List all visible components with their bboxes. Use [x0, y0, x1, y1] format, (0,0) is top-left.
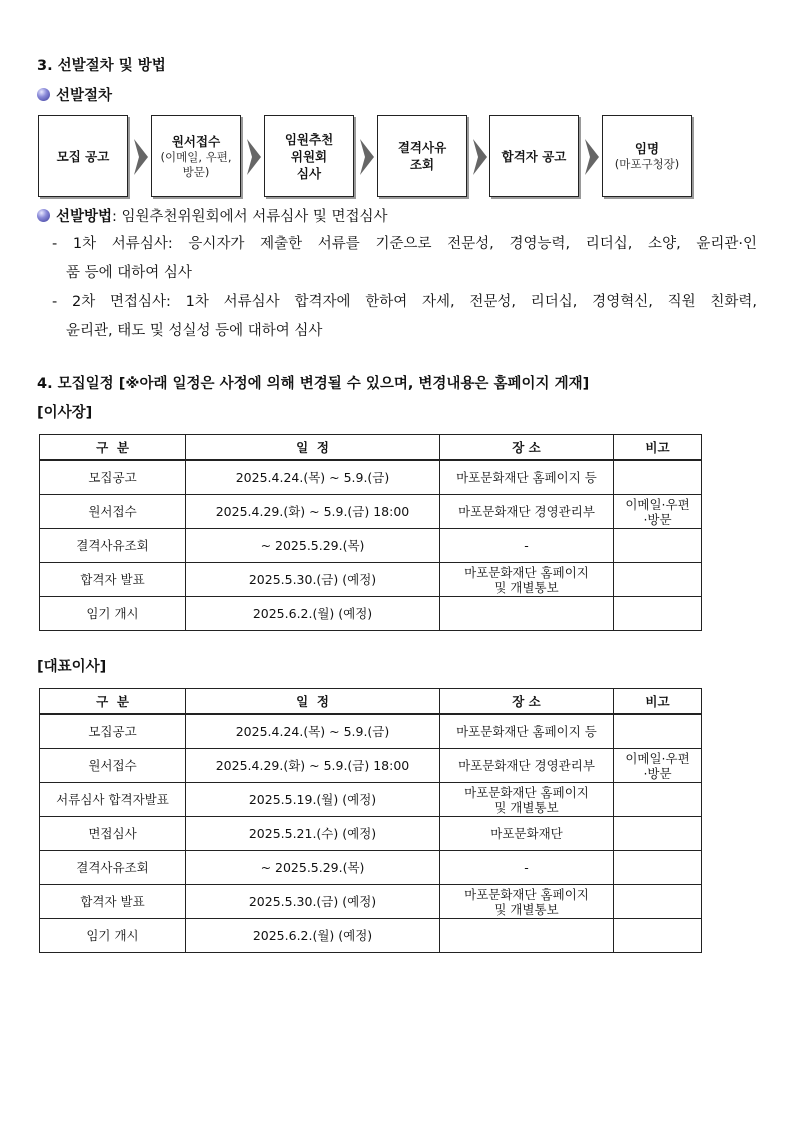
- header-note: 비고: [614, 435, 702, 461]
- table-header-row: [40, 435, 702, 461]
- procedure-flow: [38, 115, 698, 197]
- cell-schedule: 2025.4.24.(목) ~ 5.9.(금): [186, 460, 440, 495]
- cell-category: 합격자 발표: [40, 563, 186, 597]
- table-row: [40, 529, 702, 563]
- table-row: [40, 714, 702, 749]
- table-row: [40, 885, 702, 919]
- cell-schedule: 2025.5.30.(금) (예정): [186, 885, 440, 919]
- cell-category: 서류심사 합격자발표: [40, 783, 186, 817]
- cell-place: 마포문화재단: [440, 817, 614, 851]
- cell-note: [614, 563, 702, 597]
- flow-step-main: 임원추천 위원회 심사: [284, 131, 334, 181]
- method-label: 선발방법: [56, 209, 113, 225]
- cell-place: 마포문화재단 홈페이지 등: [440, 460, 614, 495]
- cell-schedule: 2025.5.21.(수) (예정): [186, 817, 440, 851]
- table-2-label: [대표이사]: [37, 659, 107, 675]
- cell-category: 합격자 발표: [40, 885, 186, 919]
- cell-place: 마포문화재단 홈페이지 및 개별통보: [440, 563, 614, 597]
- cell-note: [614, 851, 702, 885]
- cell-note: [614, 529, 702, 563]
- cell-note: [614, 783, 702, 817]
- method-item-line: 윤리관, 태도 및 성실성 등에 대하여 심사: [66, 323, 323, 339]
- header-category: 구 분: [40, 689, 186, 715]
- header-schedule: 일 정: [186, 689, 440, 715]
- procedure-heading: 선발절차: [56, 88, 113, 104]
- cell-place: [440, 919, 614, 953]
- bullet-ball-icon: [37, 209, 50, 222]
- cell-schedule: 2025.5.30.(금) (예정): [186, 563, 440, 597]
- cell-note: [614, 714, 702, 749]
- flow-step-6: [602, 115, 692, 197]
- cell-place: 마포문화재단 홈페이지 및 개별통보: [440, 885, 614, 919]
- cell-category: 결격사유조회: [40, 529, 186, 563]
- cell-note: [614, 597, 702, 631]
- flow-step-main: 모집 공고: [56, 148, 110, 164]
- flow-step-4: [377, 115, 467, 197]
- header-category: 구 분: [40, 435, 186, 461]
- cell-schedule: 2025.6.2.(월) (예정): [186, 597, 440, 631]
- cell-category: 임기 개시: [40, 597, 186, 631]
- table-row: [40, 919, 702, 953]
- method-item-1: [52, 230, 757, 288]
- cell-category: 원서접수: [40, 495, 186, 529]
- arrow-right-icon: [473, 139, 487, 175]
- cell-place: 마포문화재단 홈페이지 및 개별통보: [440, 783, 614, 817]
- flow-step-main: 합격자 공고: [501, 148, 567, 164]
- table-row: [40, 495, 702, 529]
- cell-place: [440, 597, 614, 631]
- cell-place: 마포문화재단 경영관리부: [440, 495, 614, 529]
- flow-step-1: [38, 115, 128, 197]
- header-place: 장 소: [440, 435, 614, 461]
- flow-step-sub: (이메일, 우편, 방문): [160, 149, 232, 179]
- cell-schedule: ~ 2025.5.29.(목): [186, 529, 440, 563]
- method-item-line: - 2차 면접심사: 1차 서류심사 합격자에 한하여 자세, 전문성, 리더십, 경영혁신, 직원 친화력,: [52, 294, 757, 310]
- cell-place: -: [440, 851, 614, 885]
- method-item-2: [52, 288, 757, 346]
- cell-category: 모집공고: [40, 714, 186, 749]
- arrow-right-icon: [360, 139, 374, 175]
- section-3-title: 3. 선발절차 및 방법: [37, 58, 166, 74]
- table-row: [40, 817, 702, 851]
- cell-category: 원서접수: [40, 749, 186, 783]
- cell-category: 면접심사: [40, 817, 186, 851]
- arrow-right-icon: [585, 139, 599, 175]
- schedule-table-ceo: [39, 688, 702, 953]
- cell-note: 이메일·우편 ·방문: [614, 749, 702, 783]
- flow-step-2: [151, 115, 241, 197]
- table-row: [40, 460, 702, 495]
- flow-step-main: 원서접수: [171, 133, 221, 149]
- table-1-label: [이사장]: [37, 405, 93, 421]
- cell-place: 마포문화재단 경영관리부: [440, 749, 614, 783]
- cell-schedule: 2025.4.24.(목) ~ 5.9.(금): [186, 714, 440, 749]
- schedule-table-chairman: [39, 434, 702, 631]
- header-place: 장 소: [440, 689, 614, 715]
- table-header-row: [40, 689, 702, 715]
- flow-step-main: 임명: [634, 141, 660, 156]
- cell-note: [614, 919, 702, 953]
- cell-note: [614, 885, 702, 919]
- arrow-right-icon: [134, 139, 148, 175]
- method-text: : 임원추천위원회에서 서류심사 및 면접심사: [112, 209, 388, 225]
- section-4-title: 4. 모집일정 [※아래 일정은 사정에 의해 변경될 수 있으며, 변경내용은 홈페이지 게재]: [37, 376, 590, 392]
- method-item-line: 품 등에 대하여 심사: [66, 265, 192, 281]
- procedure-heading-row: [37, 84, 112, 105]
- bullet-ball-icon: [37, 88, 50, 101]
- flow-step-3: [264, 115, 354, 197]
- arrow-right-icon: [247, 139, 261, 175]
- cell-category: 임기 개시: [40, 919, 186, 953]
- cell-schedule: ~ 2025.5.29.(목): [186, 851, 440, 885]
- cell-category: 결격사유조회: [40, 851, 186, 885]
- table-row: [40, 783, 702, 817]
- method-item-line: - 1차 서류심사: 응시자가 제출한 서류를 기준으로 전문성, 경영능력, 리더십, 소양, 윤리관·인: [52, 236, 757, 252]
- table-row: [40, 851, 702, 885]
- cell-note: [614, 817, 702, 851]
- cell-category: 모집공고: [40, 460, 186, 495]
- cell-place: 마포문화재단 홈페이지 등: [440, 714, 614, 749]
- cell-schedule: 2025.4.29.(화) ~ 5.9.(금) 18:00: [186, 495, 440, 529]
- table-row: [40, 597, 702, 631]
- flow-step-5: [489, 115, 579, 197]
- cell-schedule: 2025.6.2.(월) (예정): [186, 919, 440, 953]
- flow-step-main: 결격사유 조회: [397, 140, 447, 172]
- header-note: 비고: [614, 689, 702, 715]
- cell-note: 이메일·우편 ·방문: [614, 495, 702, 529]
- cell-schedule: 2025.4.29.(화) ~ 5.9.(금) 18:00: [186, 749, 440, 783]
- header-schedule: 일 정: [186, 435, 440, 461]
- table-row: [40, 749, 702, 783]
- flow-step-sub: (마포구청장): [614, 157, 680, 171]
- table-row: [40, 563, 702, 597]
- cell-note: [614, 460, 702, 495]
- cell-place: -: [440, 529, 614, 563]
- cell-schedule: 2025.5.19.(월) (예정): [186, 783, 440, 817]
- method-row: [37, 205, 387, 226]
